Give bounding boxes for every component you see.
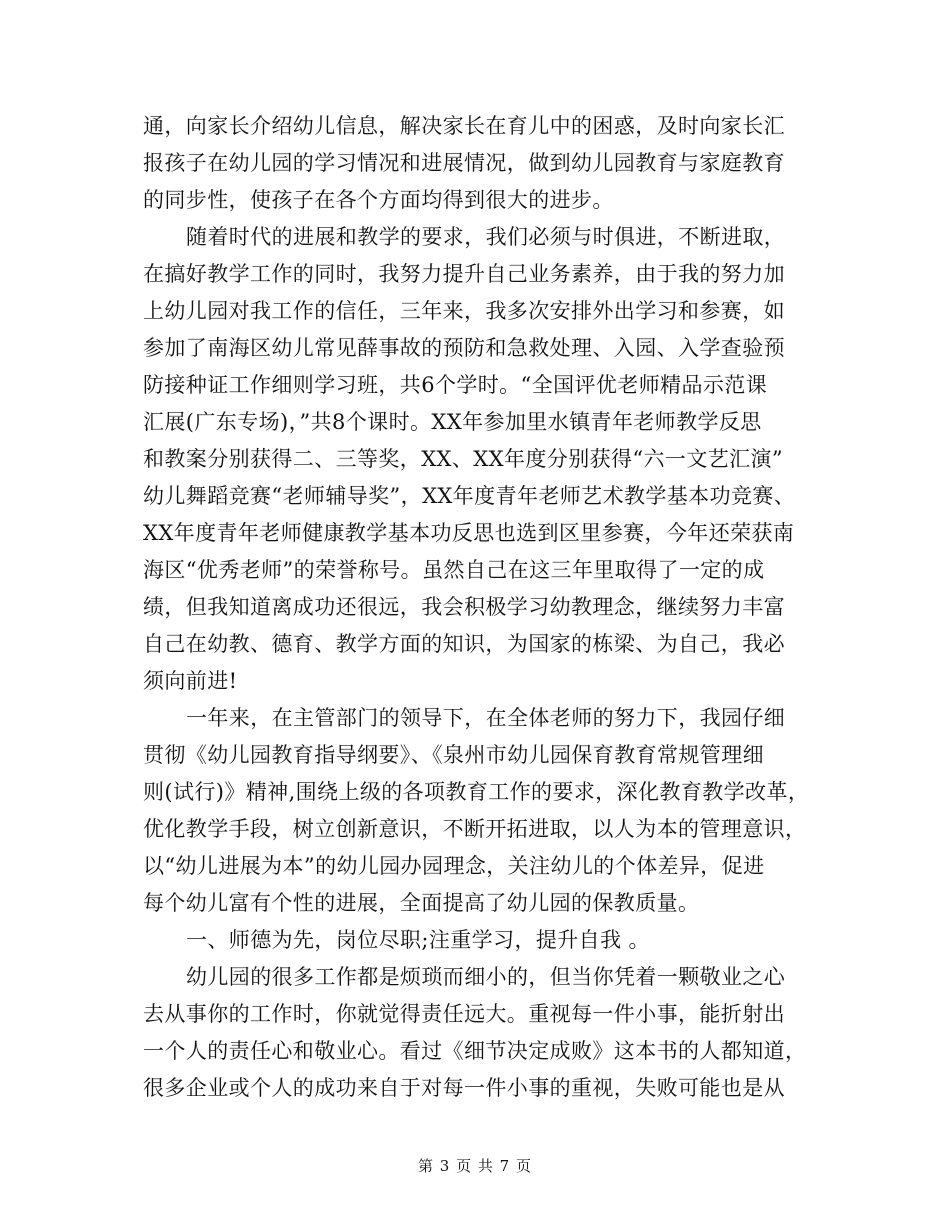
- text-line: 报孩子在幼儿园的学习情况和进展情况，做到幼儿园教育与家庭教育: [143, 151, 785, 175]
- text-line: 上幼儿园对我工作的信任，三年来，我多次安排外出学习和参赛，如: [143, 299, 785, 323]
- text-line: 在搞好教学工作的同时，我努力提升自己业务素养，由于我的努力加: [143, 262, 785, 286]
- section-heading: 一、师德为先，岗位尽职;注重学习，提升自我 。: [186, 928, 650, 952]
- text-line: 贯彻《幼儿园教育指导纲要》、《泉州市幼儿园保育教育常规管理细: [143, 743, 764, 767]
- text-line: 优化教学手段，树立创新意识，不断开拓进取，以人为本的管理意识，: [143, 817, 807, 841]
- text-line: 自己在幼教、德育、教学方面的知识，为国家的栋梁、为自己，我必: [143, 632, 785, 656]
- text-line: 汇展(广东专场)，”共8个课时。XX年参加里水镇青年老师教学反思: [143, 410, 762, 434]
- text-line: 幼儿舞蹈竞赛“老师辅导奖”，XX年度青年老师艺术教学基本功竞赛、: [143, 484, 796, 508]
- text-line: 须向前进!: [143, 669, 238, 693]
- text-line: 则(试行)》精神,围绕上级的各项教育工作的要求，深化教育教学改革，: [143, 780, 810, 804]
- text-line: 和教案分别获得二、三等奖，XX、XX年度分别获得“六一文艺汇演”: [143, 447, 784, 471]
- paragraph-first-line: 一年来，在主管部门的领导下，在全体老师的努力下，我园仔细: [186, 706, 786, 730]
- text-line: 的同步性，使孩子在各个方面均得到很大的进步。: [143, 188, 614, 212]
- text-line: 一个人的责任心和敬业心。看过《细节决定成败》这本书的人都知道，: [143, 1039, 807, 1063]
- text-line: 参加了南海区幼儿常见薛事故的预防和急救处理、入园、入学查验预: [143, 336, 785, 360]
- text-line: 防接种证工作细则学习班，共6个学时。“全国评优老师精品示范课: [143, 373, 768, 397]
- page-number-footer: 第 3 页 共 7 页: [418, 1157, 532, 1175]
- text-line: XX年度青年老师健康教学基本功反思也选到区里参赛，今年还荣获南: [143, 521, 795, 545]
- text-line: 通，向家长介绍幼儿信息，解决家长在育儿中的困惑，及时向家长汇: [143, 114, 785, 138]
- text-line: 绩，但我知道离成功还很远，我会积极学习幼教理念，继续努力丰富: [143, 595, 785, 619]
- text-line: 海区“优秀老师”的荣誉称号。虽然自己在这三年里取得了一定的成: [143, 558, 765, 582]
- text-line: 以“幼儿进展为本”的幼儿园办园理念，关注幼儿的个体差异，促进: [143, 854, 765, 878]
- text-line: 每个幼儿富有个性的进展，全面提高了幼儿园的保教质量。: [143, 891, 700, 915]
- text-line: 去从事你的工作时，你就觉得责任远大。重视每一件小事，能折射出: [143, 1002, 785, 1026]
- paragraph-first-line: 随着时代的进展和教学的要求，我们必须与时俱进，不断进取，: [186, 225, 786, 249]
- paragraph-first-line: 幼儿园的很多工作都是烦琐而细小的，但当你凭着一颗敬业之心: [186, 965, 786, 989]
- text-line: 很多企业或个人的成功来自于对每一件小事的重视，失败可能也是从: [143, 1076, 785, 1100]
